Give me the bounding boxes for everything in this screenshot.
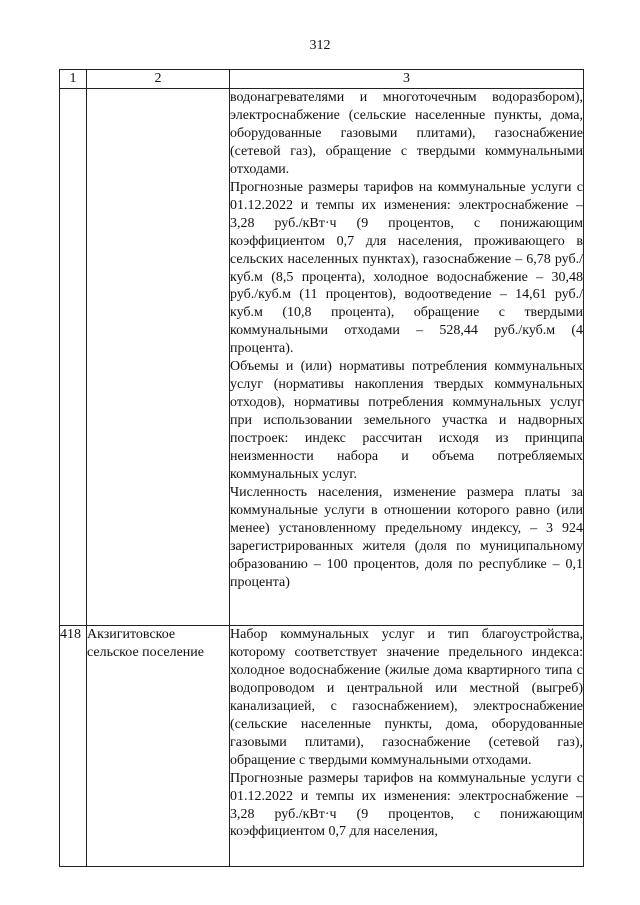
paragraph: Объемы и (или) нормативы потребления коммунальных услуг (нормативы накопления твердых коммунальных отходов), нормативы потребления коммунальных услуг при использовании земельного участка и надворных построек: индекс рассчитан исходя из принципа неизменности набора и объема потребляемых коммунальных услуг. bbox=[230, 359, 583, 483]
table-row bbox=[60, 89, 584, 626]
paragraph: Численность населения, изменение размера платы за коммунальные услуги в отношении которого равно (или менее) установленному предельному индексу, – 3 924 зарегистрированных жителя (доля по муниципальному образованию – 100 процентов, доля по республике – 0,1 процента) bbox=[230, 484, 583, 590]
paragraph: Прогнозные размеры тарифов на коммунальные услуги с 01.12.2022 и темпы их изменения: электроснабжение – 3,28 руб./кВт·ч (9 процентов, с понижающим коэффициентом 0,7 для населения, проживающего в сельских населенных пунктах), газоснабжение – 6,78 руб./куб.м (8,5 процента), холодное водоснабжение – 30,48 руб./куб.м (11 процентов), водоотведение – 14,61 руб./куб.м (10,8 процента), обращение с твердыми коммунальными отходами – 528,44 руб./куб.м (4 процента). bbox=[230, 179, 583, 357]
table-header-row bbox=[60, 70, 584, 89]
row-description bbox=[230, 89, 584, 626]
paragraph: водонагревателями и многоточечным водоразбором), электроснабжение (сельские населенные пункты, дома, оборудованные газовыми плитами), газоснабжение (сетевой газ), обращение с твердыми коммунальными отходами. bbox=[230, 90, 583, 177]
settlement-name: Акзигитовское сельское поселение bbox=[87, 626, 230, 867]
row-number: 418 bbox=[60, 626, 87, 867]
paragraph: Прогнозные размеры тарифов на коммунальные услуги с 01.12.2022 и темпы их изменения: электроснабжение – 3,28 руб./кВт·ч (9 процентов, с понижающим коэффициентом 0,7 для населения, bbox=[230, 770, 583, 840]
page-number: 312 bbox=[309, 38, 331, 53]
header-col-2: 2 bbox=[87, 70, 230, 89]
tariff-table bbox=[59, 69, 584, 867]
settlement-name bbox=[87, 89, 230, 626]
row-description bbox=[230, 626, 584, 867]
paragraph: Набор коммунальных услуг и тип благоустройства, которому соответствует значение предельного индекса: холодное водоснабжение (жилые дома квартирного типа с водопроводом и центральной или местной (выгреб) канализацией, с газоснабжением), электроснабжение (сельские населенные пункты, дома, оборудованные газовыми плитами), газоснабжение (сетевой газ), обращение с твердыми коммунальными отходами. bbox=[230, 627, 583, 768]
header-col-1: 1 bbox=[60, 70, 87, 89]
table-row bbox=[60, 626, 584, 867]
header-col-3: 3 bbox=[230, 70, 584, 89]
row-number bbox=[60, 89, 87, 626]
